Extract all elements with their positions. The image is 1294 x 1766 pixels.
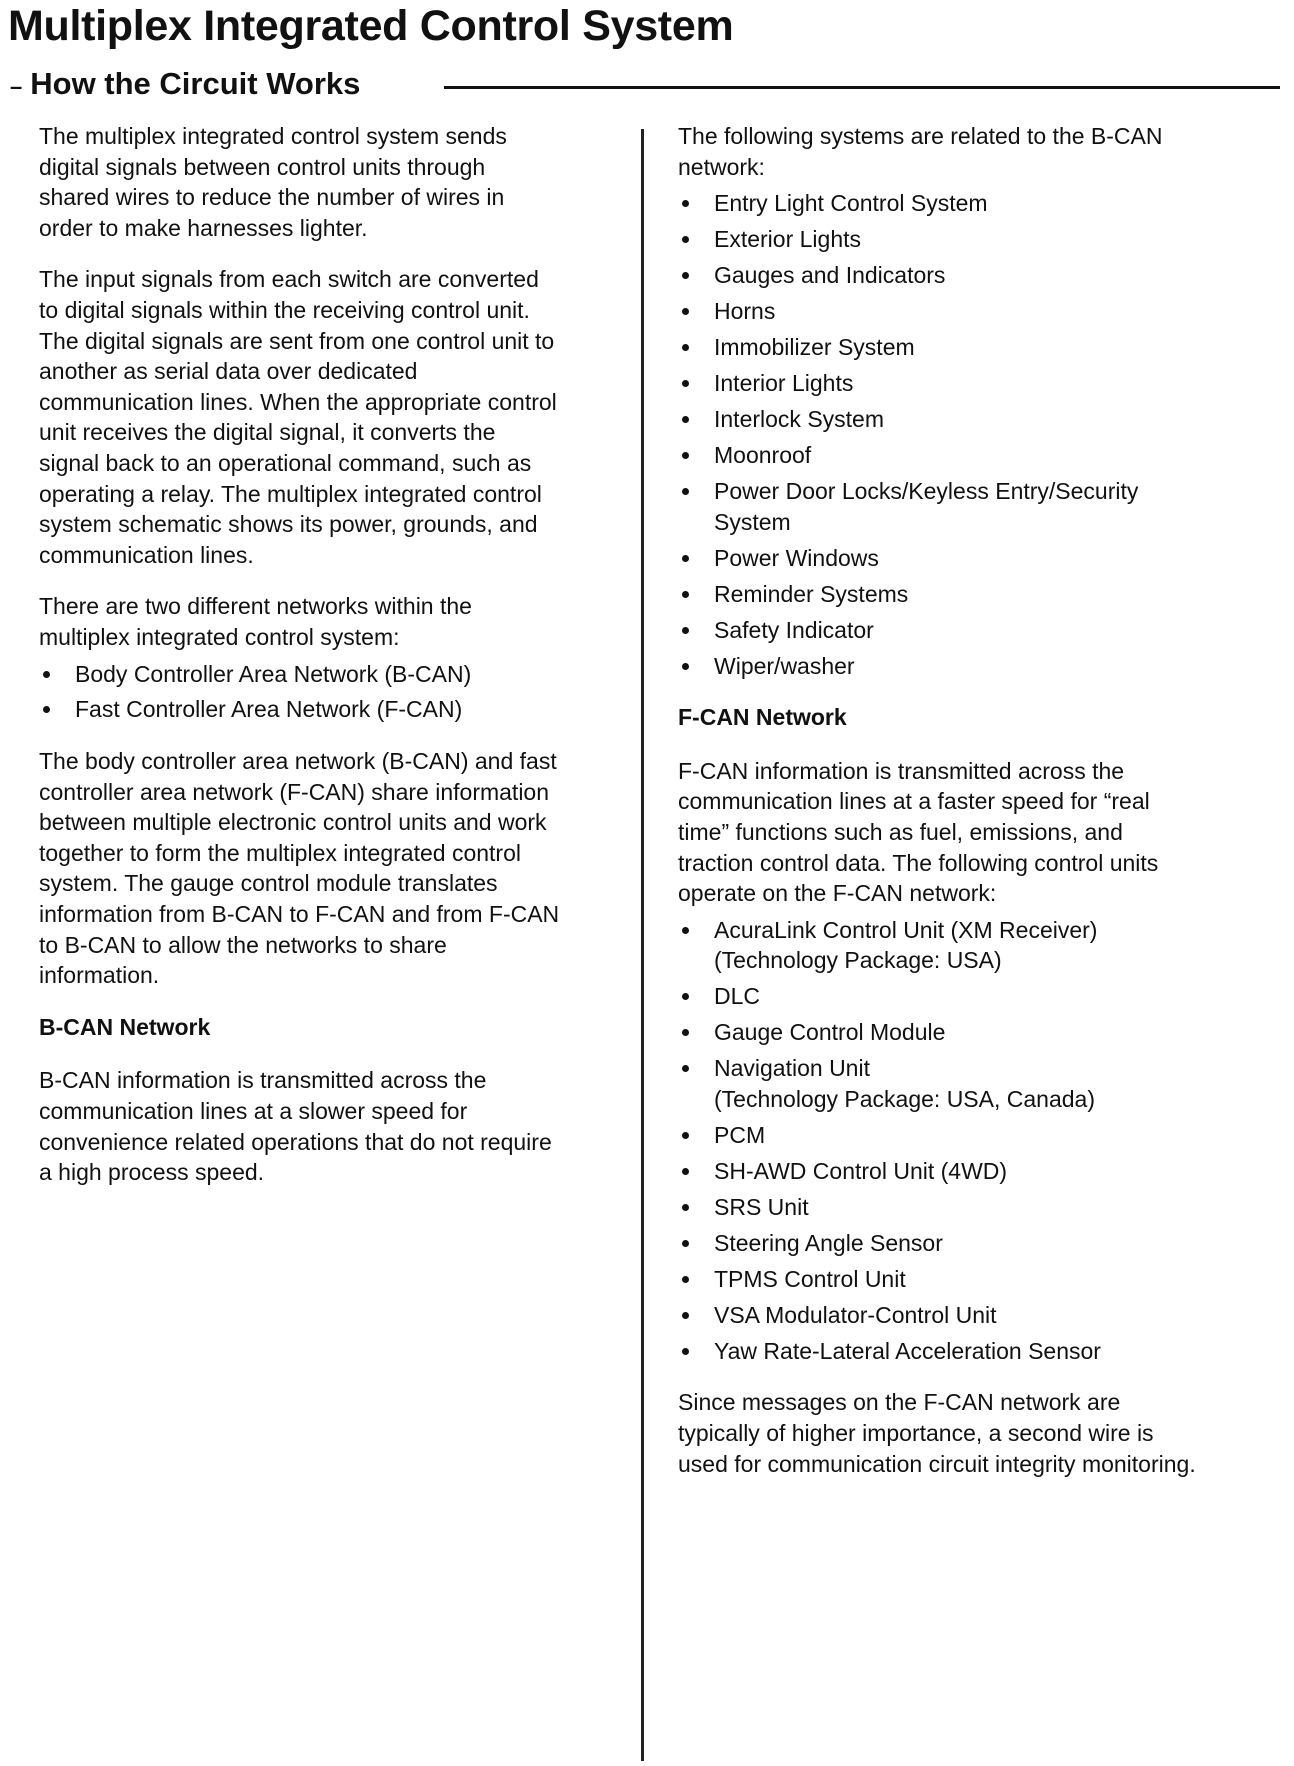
list-item-text: Gauges and Indicators xyxy=(714,262,946,289)
list-item-text: Power Door Locks/Keyless Entry/Security System xyxy=(714,478,1139,535)
list-item xyxy=(678,224,1278,255)
list-item-text: Fast Controller Area Network (F-CAN) xyxy=(75,696,463,723)
bullet-icon xyxy=(682,1312,689,1319)
bullet-icon xyxy=(682,993,689,1000)
bullet-icon xyxy=(682,1204,689,1211)
list-item-text: Body Controller Area Network (B-CAN) xyxy=(75,660,472,687)
bullet-icon xyxy=(682,452,689,459)
list-item xyxy=(678,1336,1278,1367)
list-item xyxy=(678,1192,1278,1223)
list-item xyxy=(678,915,1278,976)
bullet-icon xyxy=(682,1065,689,1072)
bullet-icon xyxy=(682,927,689,934)
paragraph: Since messages on the F-CAN network are typically of higher importance, a second wire is used for communication circuit integrity monitoring. xyxy=(678,1389,1196,1477)
network-list xyxy=(39,659,629,726)
bullet-icon xyxy=(43,706,50,713)
list-item-text: Yaw Rate-Lateral Acceleration Sensor xyxy=(714,1337,1101,1364)
fcan-units-list xyxy=(678,915,1278,1367)
bullet-icon xyxy=(682,663,689,670)
bullet-icon xyxy=(682,416,689,423)
list-item xyxy=(678,368,1278,399)
list-item-text: Power Windows xyxy=(714,544,879,571)
fcan-heading: F-CAN Network xyxy=(678,704,847,731)
bullet-icon xyxy=(682,1029,689,1036)
list-item xyxy=(678,1053,1278,1114)
list-item xyxy=(39,659,629,690)
list-item-text: Safety Indicator xyxy=(714,616,874,643)
bullet-icon xyxy=(682,555,689,562)
list-item xyxy=(678,615,1278,646)
list-item xyxy=(678,579,1278,610)
bullet-icon xyxy=(682,344,689,351)
list-item xyxy=(678,1120,1278,1151)
list-item-text: SH-AWD Control Unit (4WD) xyxy=(714,1157,1008,1184)
list-item xyxy=(678,476,1278,537)
bullet-icon xyxy=(682,1348,689,1355)
left-column xyxy=(39,121,629,1209)
list-item xyxy=(678,188,1278,219)
bullet-icon xyxy=(682,200,689,207)
paragraph: F-CAN information is transmitted across the communication lines at a faster speed for “real time” functions such as fuel, emissions, and traction control data. The following control units operate on the F-CAN network: xyxy=(678,757,1159,907)
bullet-icon xyxy=(682,380,689,387)
subtitle-text: How the Circuit Works xyxy=(30,66,361,101)
list-item xyxy=(678,296,1278,327)
list-item xyxy=(678,1228,1278,1259)
list-item-text: DLC xyxy=(714,983,761,1010)
bullet-icon xyxy=(682,488,689,495)
list-item-text: SRS Unit xyxy=(714,1193,809,1220)
list-item xyxy=(39,694,629,725)
bullet-icon xyxy=(682,308,689,315)
list-item-text: Exterior Lights xyxy=(714,226,862,253)
list-item xyxy=(678,260,1278,291)
bcan-systems-list xyxy=(678,188,1278,681)
list-item-text: Immobilizer System xyxy=(714,334,915,361)
list-item-text: Interior Lights xyxy=(714,370,854,397)
list-item-text: Steering Angle Sensor xyxy=(714,1229,943,1256)
column-divider xyxy=(641,129,644,1761)
list-item-text: Wiper/washer xyxy=(714,652,855,679)
list-item xyxy=(678,404,1278,435)
list-item xyxy=(678,1156,1278,1187)
list-item-text: Interlock System xyxy=(714,406,884,433)
paragraph: The body controller area network (B-CAN) and fast controller area network (F-CAN) share information between multiple electronic control units and work together to form the multiplex integrated control system. The gauge control module translates information from B-CAN to F-CAN and from F-CAN to B-CAN to allow the networks to share information. xyxy=(39,748,560,989)
bullet-icon xyxy=(682,1132,689,1139)
list-item-text: TPMS Control Unit xyxy=(714,1265,906,1292)
list-item-text: VSA Modulator-Control Unit xyxy=(714,1301,997,1328)
bullet-icon xyxy=(43,671,50,678)
list-item xyxy=(678,1017,1278,1048)
bullet-icon xyxy=(682,627,689,634)
list-item-text: Moonroof xyxy=(714,442,812,469)
bullet-icon xyxy=(682,591,689,598)
list-item xyxy=(678,332,1278,363)
bullet-icon xyxy=(682,272,689,279)
paragraph: B-CAN information is transmitted across the communication lines at a slower speed for convenience related operations that do not require a high process speed. xyxy=(39,1067,552,1186)
list-item-text: AcuraLink Control Unit (XM Receiver) (Technology Package: USA) xyxy=(714,916,1098,974)
list-item-text: PCM xyxy=(714,1121,766,1148)
paragraph: There are two different networks within the multiplex integrated control system: xyxy=(39,593,472,650)
paragraph: The input signals from each switch are converted to digital signals within the receiving control unit. The digital signals are sent from one control unit to another as serial data over dedicated communication lines. When the appropriate control unit receives the digital signal, it converts the signal back to an operational command, such as operating a relay. The multiplex integrated control system schematic shows its power, grounds, and communication lines. xyxy=(39,266,557,568)
heading-rule xyxy=(444,86,1280,89)
bullet-icon xyxy=(682,1168,689,1175)
list-item-text: Navigation Unit (Technology Package: USA, Canada) xyxy=(714,1055,1095,1112)
list-item-text: Horns xyxy=(714,298,776,325)
list-item-text: Entry Light Control System xyxy=(714,190,988,217)
list-item xyxy=(678,1300,1278,1331)
list-item-text: Gauge Control Module xyxy=(714,1019,946,1046)
list-item xyxy=(678,981,1278,1012)
bullet-icon xyxy=(682,1240,689,1247)
paragraph: The multiplex integrated control system sends digital signals between control units through shared wires to reduce the number of wires in order to make harnesses lighter. xyxy=(39,123,507,241)
paragraph: The following systems are related to the B-CAN network: xyxy=(678,123,1163,180)
list-item xyxy=(678,651,1278,682)
bullet-icon xyxy=(682,1276,689,1283)
list-item xyxy=(678,1264,1278,1295)
bullet-icon xyxy=(682,236,689,243)
list-item xyxy=(678,440,1278,471)
page-title: Multiplex Integrated Control System xyxy=(8,2,734,50)
list-item-text: Reminder Systems xyxy=(714,580,909,607)
list-item xyxy=(678,543,1278,574)
section-subtitle xyxy=(10,64,360,107)
subtitle-dash: – xyxy=(10,74,23,99)
bcan-heading: B-CAN Network xyxy=(39,1013,211,1040)
right-column xyxy=(678,121,1278,1500)
